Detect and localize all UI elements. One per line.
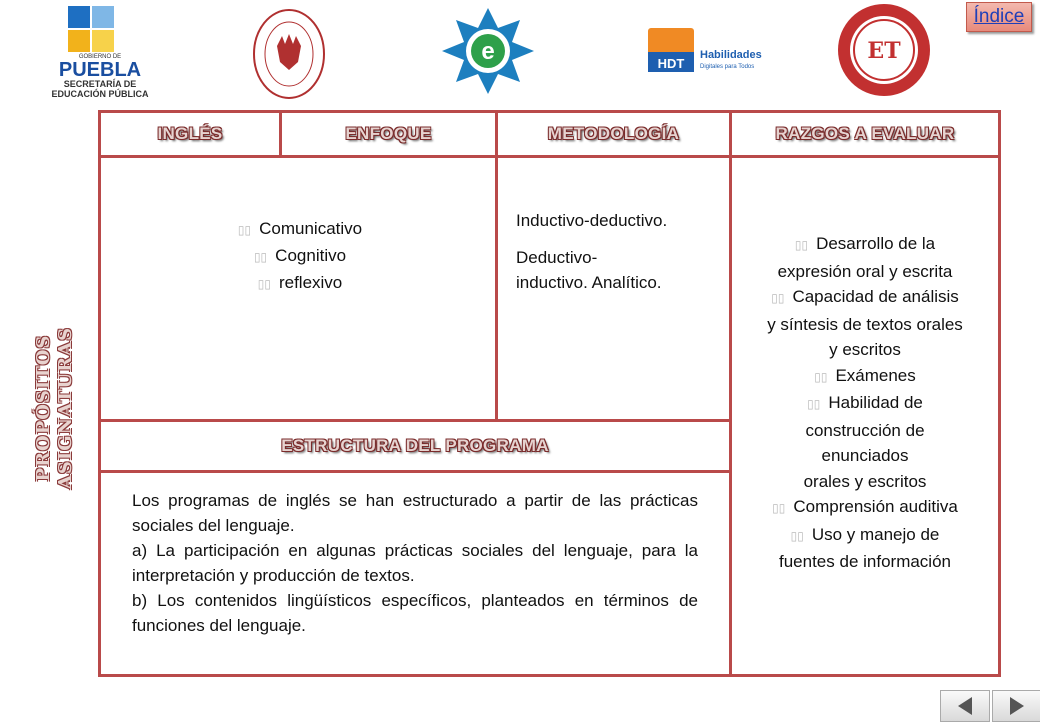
estructura-text: [132, 488, 698, 638]
header-estructura: ESTRUCTURA DEL PROGRAMA: [281, 436, 549, 455]
list-item: ▯▯ reflexivo: [257, 273, 343, 292]
header-ingles: INGLÉS: [157, 124, 223, 143]
e-emblem: [440, 6, 536, 96]
enfoque-list: [150, 216, 450, 297]
paragraph: a) La participación en algunas prácticas sociales del lenguaje, para la interpretación y producción de textos.: [132, 541, 698, 585]
svg-text:PUEBLA: PUEBLA: [58, 59, 142, 81]
svg-text:Habilidades: Habilidades: [700, 49, 762, 61]
hdt-habilidades-logo: [648, 28, 772, 74]
index-button[interactable]: Índice: [966, 2, 1032, 32]
previous-arrow-icon: [954, 695, 976, 717]
estructura-bottom-line: [98, 470, 732, 473]
puebla-logo: [40, 4, 160, 100]
svg-text:e: e: [481, 38, 495, 65]
divider-enfoque: [495, 110, 498, 422]
svg-text:SECRETARÍA DE: SECRETARÍA DE: [63, 79, 137, 89]
razgos-list: ▯▯ Desarrollo de la expresión oral y escrita ▯▯ Capacidad de análisis y síntesis de textos orales y escritos ▯▯ Exámenes ▯▯ Habilidad de construcción de enunciados orales y escritos ▯▯ Comprensión auditiva ▯▯ Uso y manejo de fuentes de información: [767, 234, 963, 571]
paragraph: b) Los contenidos lingüísticos específicos, planteados en términos de funciones del lenguaje.: [132, 591, 698, 635]
list-item: ▯▯ Comunicativo: [237, 219, 363, 238]
side-label-asignaturas: ASIGNATURAS: [55, 326, 76, 490]
svg-text:Digitales para Todos: Digitales para Todos: [700, 64, 755, 70]
svg-text:ET: ET: [867, 38, 901, 64]
est-red-seal: [834, 2, 934, 98]
previous-button[interactable]: [940, 690, 990, 722]
escuelas-secundarias-tecnicas-seal: [252, 8, 326, 100]
list-item: ▯▯ Cognitivo: [253, 246, 347, 265]
side-label: [20, 318, 90, 498]
next-arrow-icon: [1006, 695, 1028, 717]
paragraph: Los programas de inglés se han estructurado a partir de las prácticas sociales del lenguaje.: [132, 491, 698, 535]
header-divider: [98, 155, 1001, 158]
svg-text:HDT: HDT: [657, 56, 685, 71]
header-metodologia: METODOLOGÍA: [547, 124, 680, 143]
svg-text:EDUCACIÓN PÚBLICA: EDUCACIÓN PÚBLICA: [51, 89, 149, 99]
next-button[interactable]: [992, 690, 1040, 722]
side-label-propositos: PROPÓSITOS: [33, 334, 54, 482]
header-enfoque: ENFOQUE: [345, 124, 432, 143]
header-razgos: RAZGOS A EVALUAR: [775, 124, 955, 143]
metodologia-text: Inductivo-deductivo. Deductivo- inductivo. Analítico.: [516, 211, 668, 292]
divider-metodologia: [729, 110, 732, 677]
svg-text:GOBIERNO DE: GOBIERNO DE: [78, 54, 122, 60]
